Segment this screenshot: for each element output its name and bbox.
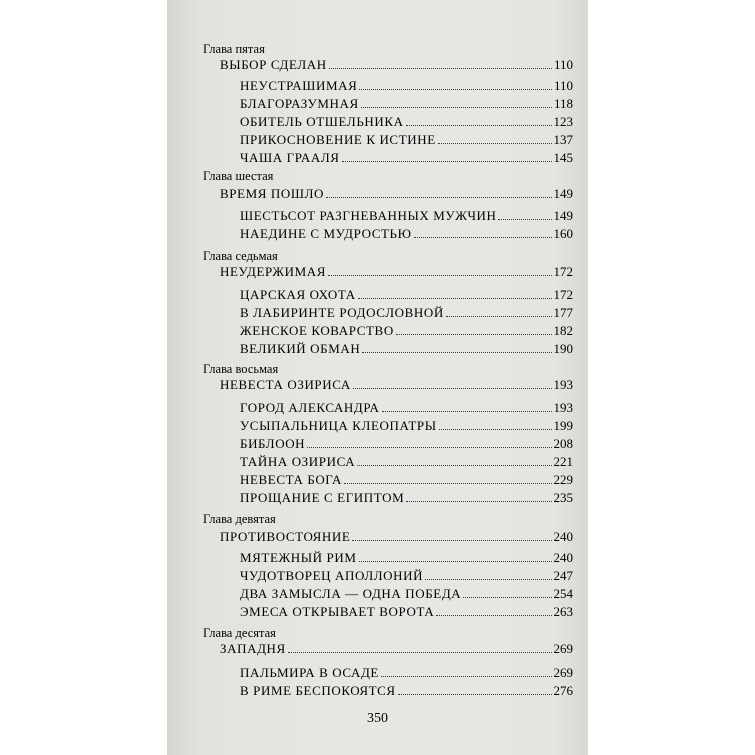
toc-page-number: 177: [553, 305, 573, 320]
chapter-heading: Глава восьмая: [203, 362, 279, 376]
toc-page-number: 276: [553, 683, 573, 698]
toc-entry-title: ЖЕНСКОЕ КОВАРСТВО: [240, 323, 394, 338]
toc-entry: [240, 489, 573, 507]
toc-page-number: 199: [553, 418, 573, 433]
toc-entry: [240, 149, 573, 167]
chapter-heading: Глава девятая: [203, 512, 276, 526]
chapter-heading: Глава седьмая: [203, 249, 278, 263]
dot-leader: [353, 388, 552, 389]
toc-page-number: 172: [553, 264, 573, 279]
toc-entry: [240, 549, 573, 567]
toc-section: [220, 528, 573, 546]
dot-leader: [328, 275, 551, 276]
toc-page-number: 229: [553, 472, 573, 487]
toc-entry-title: ОБИТЕЛЬ ОТШЕЛЬНИКА: [240, 114, 404, 129]
toc-entry: [240, 603, 573, 621]
toc-page-number: 110: [553, 57, 573, 72]
toc-page-number: 240: [553, 550, 573, 565]
toc-entry-title: ТАЙНА ОЗИРИСА: [240, 454, 356, 469]
toc-section: [220, 185, 573, 203]
dot-leader: [406, 501, 551, 502]
toc-entry: [240, 435, 573, 453]
toc-section-title: НЕВЕСТА ОЗИРИСА: [220, 377, 351, 392]
toc-entry: [240, 77, 573, 95]
dot-leader: [436, 615, 551, 616]
toc-page-number: 149: [553, 186, 573, 201]
toc-section-title: ЗАПАДНЯ: [220, 641, 286, 656]
dot-leader: [357, 465, 551, 466]
toc-section: [220, 640, 573, 658]
toc-entry: [240, 682, 573, 700]
dot-leader: [463, 597, 551, 598]
toc-entry-title: ПРОЩАНИЕ С ЕГИПТОМ: [240, 490, 405, 505]
toc-page-number: 193: [553, 377, 573, 392]
toc-entry: [240, 95, 573, 113]
toc-entry: [240, 453, 573, 471]
toc-entry: [240, 399, 573, 417]
dot-leader: [359, 89, 552, 90]
dot-leader: [288, 652, 552, 653]
page-number: 350: [367, 711, 388, 726]
toc-entry: [240, 304, 573, 322]
toc-entry: [240, 286, 573, 304]
toc-entry-title: ЧАША ГРААЛЯ: [240, 150, 340, 165]
toc-page-number: 247: [553, 568, 573, 583]
toc-entry: [240, 225, 573, 243]
toc-entry-title: В РИМЕ БЕСПОКОЯТСЯ: [240, 683, 396, 698]
toc-page-number: 182: [553, 323, 573, 338]
dot-leader: [344, 483, 552, 484]
toc-page-number: 208: [553, 436, 573, 451]
dot-leader: [352, 540, 551, 541]
dot-leader: [361, 107, 552, 108]
toc-section-title: ПРОТИВОСТОЯНИЕ: [220, 529, 351, 544]
toc-section: [220, 56, 573, 74]
toc-entry-title: БИБЛООН: [240, 436, 306, 451]
toc-entry: [240, 113, 573, 131]
toc-entry: [240, 585, 573, 603]
dot-leader: [414, 237, 552, 238]
toc-page-number: 193: [553, 400, 573, 415]
toc-page-number: 137: [553, 132, 573, 147]
toc-entry-title: БЛАГОРАЗУМНАЯ: [240, 96, 359, 111]
toc-entry: [240, 417, 573, 435]
dot-leader: [498, 219, 551, 220]
toc-entry: [240, 131, 573, 149]
toc-page-number: 160: [553, 226, 573, 241]
dot-leader: [381, 676, 552, 677]
toc-entry-title: ЧУДОТВОРЕЦ АПОЛЛОНИЙ: [240, 568, 424, 583]
dot-leader: [396, 334, 552, 335]
toc-section-title: НЕУДЕРЖИМАЯ: [220, 264, 327, 279]
toc-page-number: 254: [553, 586, 573, 601]
chapter-heading: Глава пятая: [203, 42, 265, 56]
toc-entry-title: ВЕЛИКИЙ ОБМАН: [240, 341, 361, 356]
dot-leader: [326, 197, 551, 198]
toc-entry-title: НАЕДИНЕ С МУДРОСТЬЮ: [240, 226, 412, 241]
toc-entry: [240, 340, 573, 358]
toc-page-number: 118: [553, 96, 573, 111]
toc-entry-title: ЭМЕСА ОТКРЫВАЕТ ВОРОТА: [240, 604, 435, 619]
toc-entry-title: УСЫПАЛЬНИЦА КЛЕОПАТРЫ: [240, 418, 437, 433]
toc-entry-title: ДВА ЗАМЫСЛА — ОДНА ПОБЕДА: [240, 586, 462, 601]
toc-page-number: 240: [553, 529, 573, 544]
dot-leader: [425, 579, 551, 580]
chapter-heading: Глава шестая: [203, 169, 274, 183]
toc-entry: [240, 664, 573, 682]
toc-entry: [240, 322, 573, 340]
dot-leader: [438, 143, 552, 144]
toc-page-number: 269: [553, 665, 573, 680]
toc-entry: [240, 567, 573, 585]
dot-leader: [329, 68, 552, 69]
toc-entry-title: ПАЛЬМИРА В ОСАДЕ: [240, 665, 379, 680]
toc-page-number: 269: [553, 641, 573, 656]
toc-entry-title: ПРИКОСНОВЕНИЕ К ИСТИНЕ: [240, 132, 436, 147]
toc-section-title: ВЫБОР СДЕЛАН: [220, 57, 327, 72]
toc-entry-title: ЦАРСКАЯ ОХОТА: [240, 287, 356, 302]
toc-entry-title: В ЛАБИРИНТЕ РОДОСЛОВНОЙ: [240, 305, 444, 320]
toc-section: [220, 263, 573, 281]
dot-leader: [307, 447, 551, 448]
dot-leader: [382, 411, 552, 412]
toc-page-number: 263: [553, 604, 573, 619]
toc-section: [220, 376, 573, 394]
toc-entry: [240, 471, 573, 489]
toc-page-number: 145: [553, 150, 573, 165]
toc-page-number: 172: [553, 287, 573, 302]
toc-entry-title: МЯТЕЖНЫЙ РИМ: [240, 550, 357, 565]
dot-leader: [398, 694, 552, 695]
dot-leader: [446, 316, 552, 317]
toc-entry: [240, 207, 573, 225]
toc-page-number: 235: [553, 490, 573, 505]
toc-entry-title: ГОРОД АЛЕКСАНДРА: [240, 400, 380, 415]
dot-leader: [342, 161, 552, 162]
toc-entry-title: НЕВЕСТА БОГА: [240, 472, 342, 487]
toc-section-title: ВРЕМЯ ПОШЛО: [220, 186, 325, 201]
toc-page-number: 149: [553, 208, 573, 223]
toc-page-number: 221: [553, 454, 573, 469]
toc-page-number: 110: [553, 78, 573, 93]
dot-leader: [359, 561, 552, 562]
dot-leader: [439, 429, 552, 430]
toc-page-number: 190: [553, 341, 573, 356]
toc-page-number: 123: [553, 114, 573, 129]
toc-entry-title: ШЕСТЬСОТ РАЗГНЕВАННЫХ МУЖЧИН: [240, 208, 497, 223]
dot-leader: [362, 352, 551, 353]
dot-leader: [406, 125, 552, 126]
dot-leader: [358, 298, 552, 299]
toc-entry-title: НЕУСТРАШИМАЯ: [240, 78, 358, 93]
chapter-heading: Глава десятая: [203, 626, 276, 640]
